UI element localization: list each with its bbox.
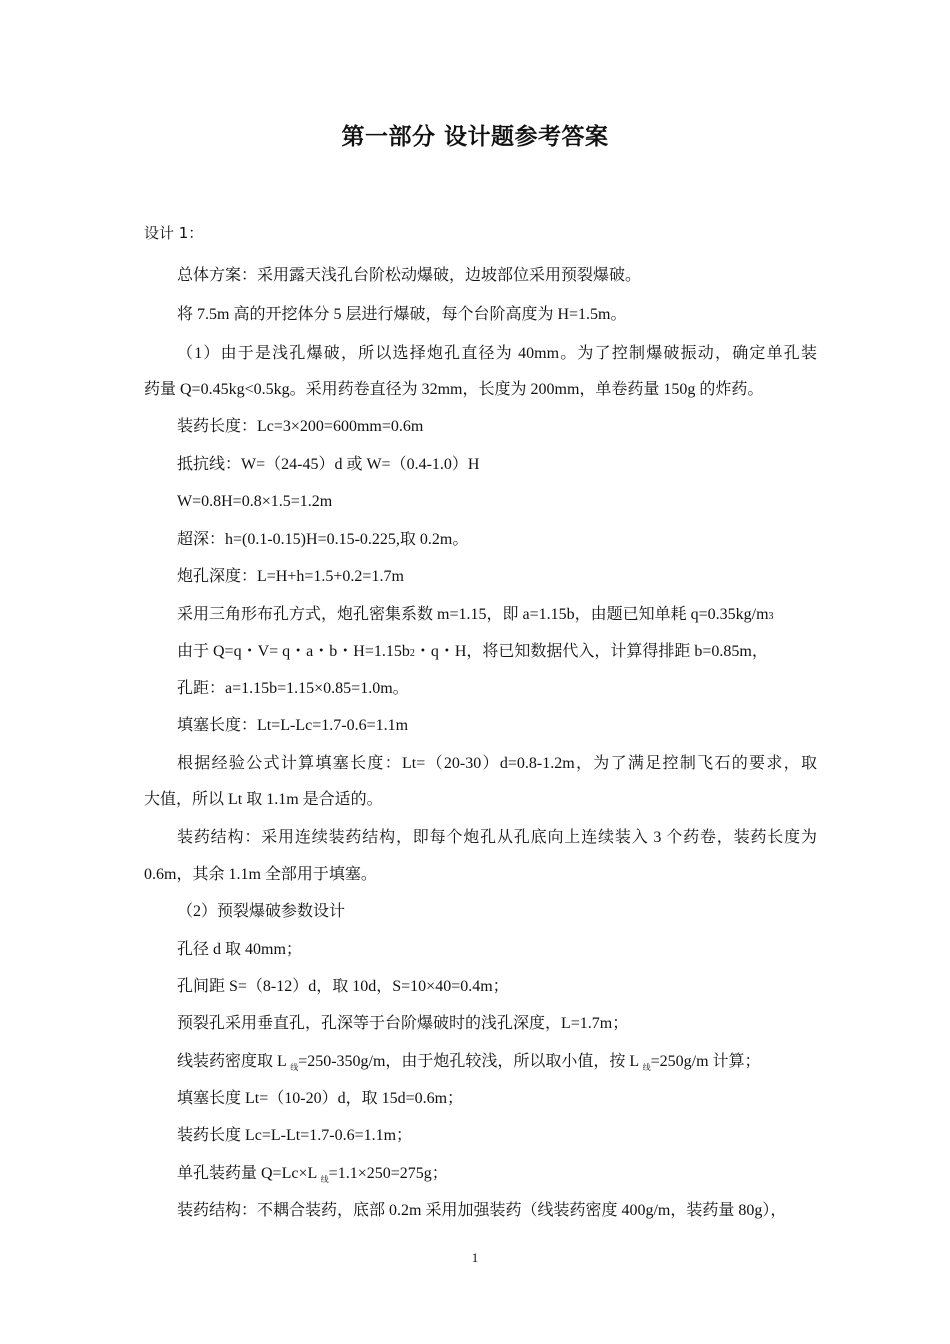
text-line: 装药长度：Lc=3×200=600mm=0.6m	[177, 418, 424, 435]
text-line: 孔径 d 取 40mm；	[177, 941, 302, 958]
text-line: 预裂孔采用垂直孔，孔深等于台阶爆破时的浅孔深度，L=1.7m；	[177, 1015, 629, 1032]
text-line	[177, 1052, 817, 1078]
text-line: 填塞长度 Lt=（10-20）d，取 15d=0.6m；	[177, 1090, 464, 1107]
text-run: =250-350g/m，由于炮孔较浅，所以取小值，按 L	[298, 1053, 643, 1070]
text-line: 炮孔深度：L=H+h=1.5+0.2=1.7m	[177, 568, 404, 585]
text-line: 大值，所以 Lt 取 1.1m 是合适的。	[144, 791, 383, 808]
text-line: （2）预裂爆破参数设计	[177, 903, 346, 920]
text-run: 由于 Q=q・V= q・a・b・H=1.15b	[177, 643, 410, 660]
text-line: 将 7.5m 高的开挖体分 5 层进行爆破，每个台阶高度为 H=1.5m。	[177, 306, 627, 323]
subscript: 线	[320, 1175, 329, 1184]
text-line: 装药长度 Lc=L-Lt=1.7-0.6=1.1m；	[177, 1127, 413, 1144]
text-line: 填塞长度：Lt=L-Lc=1.7-0.6=1.1m	[177, 717, 409, 734]
superscript: 2	[409, 648, 415, 659]
text-run: =250g/m 计算；	[650, 1053, 761, 1070]
text-line: 孔间距 S=（8-12）d，取 10d，S=10×40=0.4m；	[177, 978, 509, 995]
text-run: 线装药密度取 L	[177, 1053, 291, 1070]
text-run: ・q・H，将已知数据代入，计算得排距 b=0.85m，	[414, 643, 768, 660]
page-number: 1	[471, 1250, 479, 1265]
text-line: 装药结构：采用连续装药结构，即每个炮孔从孔底向上连续装入 3 个药卷，装药长度为	[177, 829, 817, 846]
text-line: 孔距：a=1.15b=1.15×0.85=1.0m。	[177, 680, 409, 697]
text-line: 0.6m，其余 1.1m 全部用于填塞。	[144, 866, 377, 883]
text-line: W=0.8H=0.8×1.5=1.2m	[177, 493, 333, 510]
superscript: 3	[768, 611, 774, 622]
text-line: 总体方案：采用露天浅孔台阶松动爆破，边坡部位采用预裂爆破。	[177, 267, 642, 284]
text-line	[177, 642, 817, 664]
text-line: 超深：h=(0.1-0.15)H=0.15-0.225,取 0.2m。	[177, 531, 469, 548]
text-line: 装药结构：不耦合装药，底部 0.2m 采用加强装药（线装药密度 400g/m，装药量 80g），	[177, 1202, 787, 1219]
text-run: 单孔装药量 Q=Lc×L	[177, 1165, 321, 1182]
subscript: 线	[290, 1063, 299, 1072]
text-line: 根据经验公式计算填塞长度：Lt=（20-30）d=0.8-1.2m，为了满足控制飞石的要求，取	[177, 755, 817, 772]
text-line: 抵抗线：W=（24-45）d 或 W=（0.4-1.0）H	[177, 456, 480, 473]
text-run: 采用三角形布孔方式，炮孔密集系数 m=1.15，即 a=1.15b，由题已知单耗 q=0.35kg/m	[177, 606, 769, 623]
page-title: 第一部分 设计题参考答案	[341, 124, 609, 150]
text-line	[177, 1164, 817, 1190]
text-line: 药量 Q=0.45kg<0.5kg。采用药卷直径为 32mm，长度为 200mm，单卷药量 150g 的炸药。	[144, 381, 764, 398]
text-line: （1）由于是浅孔爆破，所以选择炮孔直径为 40mm。为了控制爆破振动，确定单孔装	[177, 345, 817, 362]
subscript: 线	[642, 1063, 651, 1072]
text-line	[177, 605, 817, 627]
section-heading: 设计 1：	[144, 224, 204, 242]
text-run: =1.1×250=275g；	[328, 1165, 448, 1182]
